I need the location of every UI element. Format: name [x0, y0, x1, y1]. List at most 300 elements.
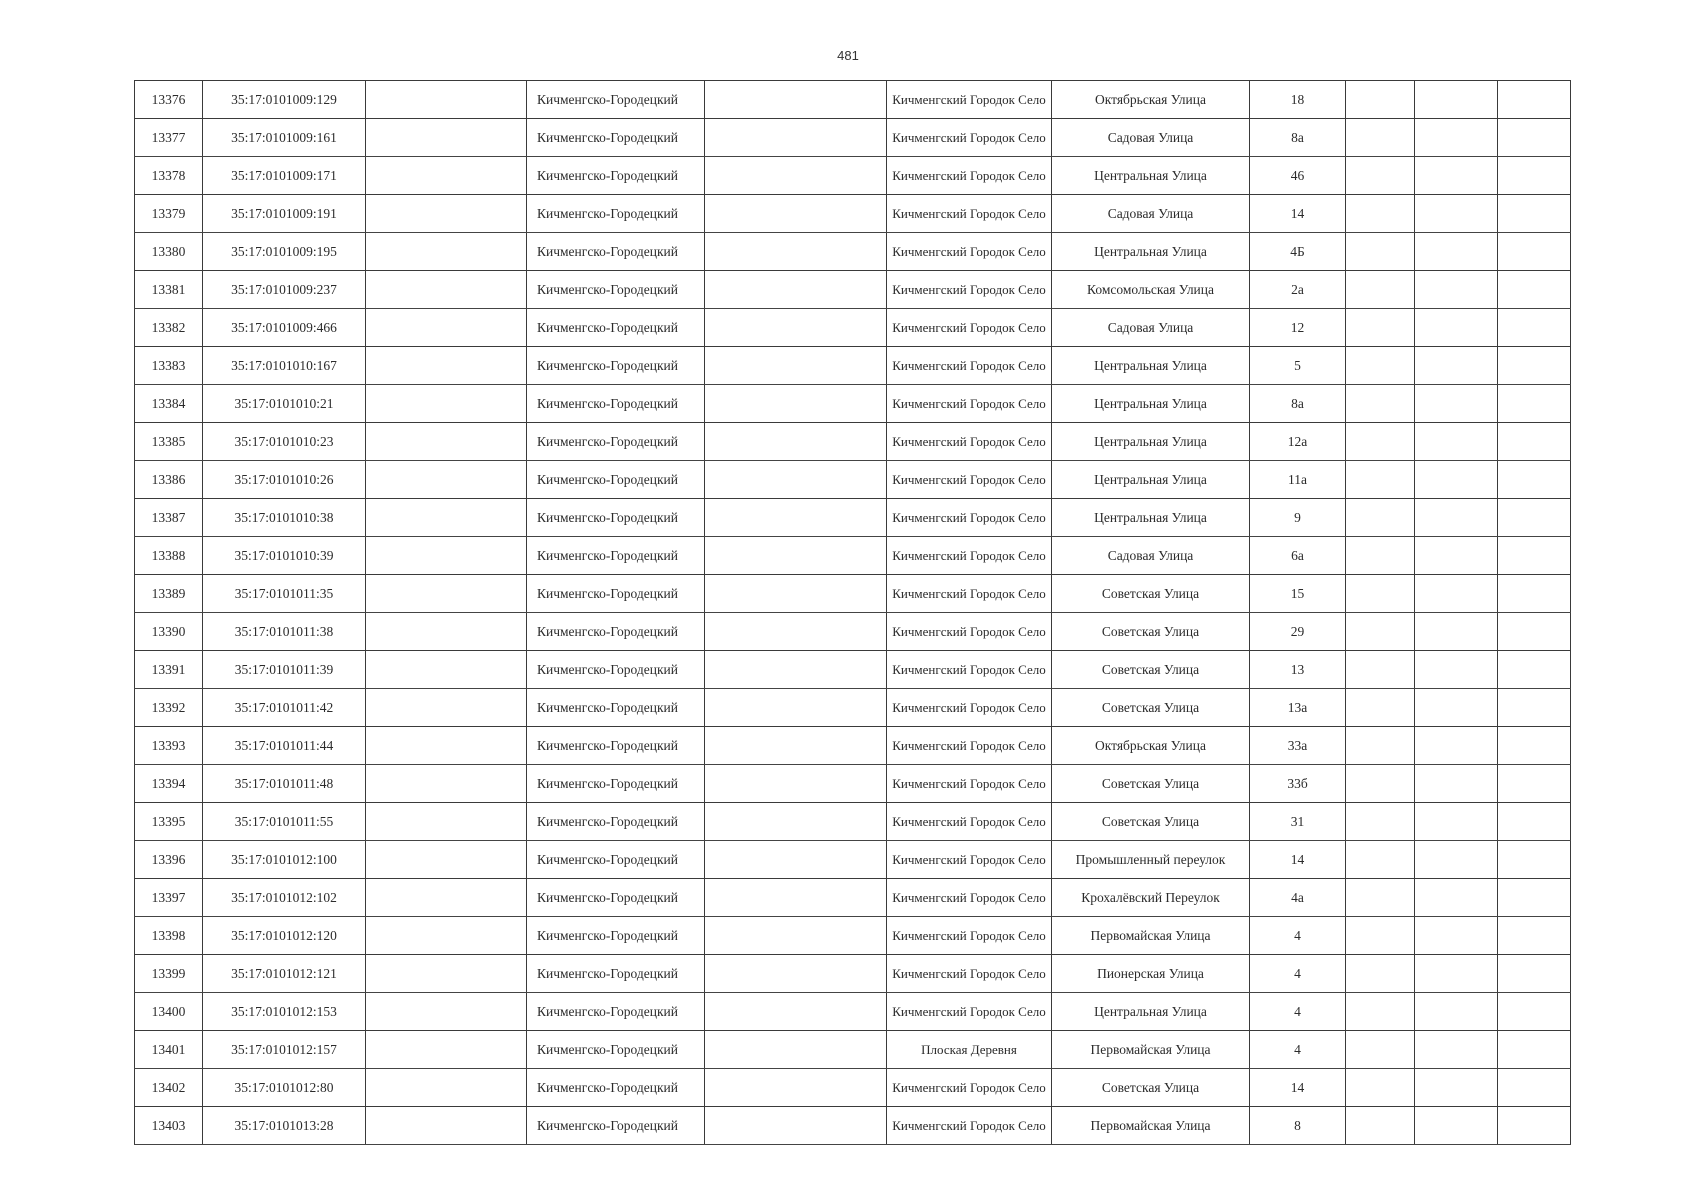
- empty-cell: [1346, 309, 1415, 347]
- row-number-cell: 13376: [135, 81, 203, 119]
- cadastral-number-cell: 35:17:0101011:48: [203, 765, 366, 803]
- empty-cell: [1346, 993, 1415, 1031]
- row-number-cell: 13392: [135, 689, 203, 727]
- empty-cell: [1346, 727, 1415, 765]
- street-cell: Советская Улица: [1052, 689, 1250, 727]
- empty-cell: [1498, 613, 1571, 651]
- empty-cell: [705, 461, 887, 499]
- table-row: [135, 233, 1571, 271]
- empty-cell: [705, 765, 887, 803]
- table-row: [135, 195, 1571, 233]
- house-number-cell: 8а: [1250, 119, 1346, 157]
- empty-cell: [1415, 955, 1498, 993]
- cadastral-number-cell: 35:17:0101009:237: [203, 271, 366, 309]
- cadastral-number-cell: 35:17:0101010:23: [203, 423, 366, 461]
- locality-cell: Кичменгский Городок Село: [887, 233, 1052, 271]
- empty-cell: [1415, 841, 1498, 879]
- table-row: [135, 1031, 1571, 1069]
- table-row: [135, 575, 1571, 613]
- municipality-cell: Кичменгско-Городецкий: [527, 347, 705, 385]
- empty-cell: [366, 613, 527, 651]
- cadastral-number-cell: 35:17:0101009:129: [203, 81, 366, 119]
- row-number-cell: 13394: [135, 765, 203, 803]
- table-row: [135, 271, 1571, 309]
- street-cell: Промышленный переулок: [1052, 841, 1250, 879]
- municipality-cell: Кичменгско-Городецкий: [527, 917, 705, 955]
- house-number-cell: 4: [1250, 1031, 1346, 1069]
- table-row: [135, 499, 1571, 537]
- table-row: [135, 879, 1571, 917]
- empty-cell: [366, 575, 527, 613]
- empty-cell: [366, 765, 527, 803]
- locality-cell: Кичменгский Городок Село: [887, 271, 1052, 309]
- empty-cell: [705, 1107, 887, 1145]
- empty-cell: [1498, 309, 1571, 347]
- empty-cell: [1415, 385, 1498, 423]
- locality-cell: Кичменгский Городок Село: [887, 385, 1052, 423]
- locality-cell: Кичменгский Городок Село: [887, 195, 1052, 233]
- empty-cell: [705, 1031, 887, 1069]
- empty-cell: [366, 955, 527, 993]
- municipality-cell: Кичменгско-Городецкий: [527, 119, 705, 157]
- table-row: [135, 347, 1571, 385]
- empty-cell: [1346, 841, 1415, 879]
- house-number-cell: 4Б: [1250, 233, 1346, 271]
- locality-cell: Кичменгский Городок Село: [887, 955, 1052, 993]
- table-row: [135, 841, 1571, 879]
- street-cell: Первомайская Улица: [1052, 917, 1250, 955]
- cadastral-number-cell: 35:17:0101011:35: [203, 575, 366, 613]
- empty-cell: [1415, 575, 1498, 613]
- empty-cell: [705, 347, 887, 385]
- locality-cell: Кичменгский Городок Село: [887, 157, 1052, 195]
- cadastral-number-cell: 35:17:0101011:38: [203, 613, 366, 651]
- empty-cell: [1498, 879, 1571, 917]
- empty-cell: [705, 157, 887, 195]
- empty-cell: [366, 803, 527, 841]
- row-number-cell: 13398: [135, 917, 203, 955]
- street-cell: Центральная Улица: [1052, 385, 1250, 423]
- cadastral-number-cell: 35:17:0101013:28: [203, 1107, 366, 1145]
- row-number-cell: 13378: [135, 157, 203, 195]
- house-number-cell: 12: [1250, 309, 1346, 347]
- empty-cell: [1498, 119, 1571, 157]
- house-number-cell: 12а: [1250, 423, 1346, 461]
- empty-cell: [1415, 1031, 1498, 1069]
- row-number-cell: 13379: [135, 195, 203, 233]
- table-row: [135, 157, 1571, 195]
- empty-cell: [1415, 879, 1498, 917]
- cadastral-number-cell: 35:17:0101010:39: [203, 537, 366, 575]
- row-number-cell: 13389: [135, 575, 203, 613]
- empty-cell: [1415, 613, 1498, 651]
- street-cell: Центральная Улица: [1052, 157, 1250, 195]
- street-cell: Садовая Улица: [1052, 309, 1250, 347]
- table-row: [135, 461, 1571, 499]
- table-row: [135, 613, 1571, 651]
- empty-cell: [366, 537, 527, 575]
- cadastral-number-cell: 35:17:0101010:167: [203, 347, 366, 385]
- street-cell: Центральная Улица: [1052, 461, 1250, 499]
- row-number-cell: 13390: [135, 613, 203, 651]
- empty-cell: [366, 81, 527, 119]
- cadastral-number-cell: 35:17:0101009:171: [203, 157, 366, 195]
- table-row: [135, 119, 1571, 157]
- empty-cell: [705, 499, 887, 537]
- row-number-cell: 13395: [135, 803, 203, 841]
- row-number-cell: 13385: [135, 423, 203, 461]
- row-number-cell: 13380: [135, 233, 203, 271]
- locality-cell: Кичменгский Городок Село: [887, 1107, 1052, 1145]
- row-number-cell: 13400: [135, 993, 203, 1031]
- empty-cell: [1346, 233, 1415, 271]
- cadastral-number-cell: 35:17:0101009:191: [203, 195, 366, 233]
- empty-cell: [705, 727, 887, 765]
- street-cell: Советская Улица: [1052, 765, 1250, 803]
- house-number-cell: 15: [1250, 575, 1346, 613]
- empty-cell: [1498, 195, 1571, 233]
- locality-cell: Кичменгский Городок Село: [887, 765, 1052, 803]
- table-row: [135, 803, 1571, 841]
- house-number-cell: 46: [1250, 157, 1346, 195]
- locality-cell: Кичменгский Городок Село: [887, 347, 1052, 385]
- municipality-cell: Кичменгско-Городецкий: [527, 689, 705, 727]
- empty-cell: [366, 879, 527, 917]
- cadastral-number-cell: 35:17:0101009:195: [203, 233, 366, 271]
- empty-cell: [1498, 803, 1571, 841]
- empty-cell: [1346, 575, 1415, 613]
- empty-cell: [705, 271, 887, 309]
- empty-cell: [705, 119, 887, 157]
- municipality-cell: Кичменгско-Городецкий: [527, 1069, 705, 1107]
- empty-cell: [1415, 309, 1498, 347]
- municipality-cell: Кичменгско-Городецкий: [527, 233, 705, 271]
- empty-cell: [1346, 1069, 1415, 1107]
- cadastral-number-cell: 35:17:0101010:21: [203, 385, 366, 423]
- row-number-cell: 13382: [135, 309, 203, 347]
- street-cell: Пионерская Улица: [1052, 955, 1250, 993]
- cadastral-number-cell: 35:17:0101010:38: [203, 499, 366, 537]
- locality-cell: Кичменгский Городок Село: [887, 1069, 1052, 1107]
- street-cell: Советская Улица: [1052, 803, 1250, 841]
- empty-cell: [705, 879, 887, 917]
- cadastral-number-cell: 35:17:0101012:80: [203, 1069, 366, 1107]
- empty-cell: [1498, 651, 1571, 689]
- empty-cell: [1498, 689, 1571, 727]
- street-cell: Советская Улица: [1052, 575, 1250, 613]
- empty-cell: [1346, 955, 1415, 993]
- row-number-cell: 13401: [135, 1031, 203, 1069]
- empty-cell: [1346, 423, 1415, 461]
- row-number-cell: 13397: [135, 879, 203, 917]
- street-cell: Первомайская Улица: [1052, 1031, 1250, 1069]
- empty-cell: [1346, 765, 1415, 803]
- empty-cell: [1498, 917, 1571, 955]
- house-number-cell: 33а: [1250, 727, 1346, 765]
- empty-cell: [705, 651, 887, 689]
- empty-cell: [1346, 651, 1415, 689]
- row-number-cell: 13393: [135, 727, 203, 765]
- empty-cell: [366, 157, 527, 195]
- cadastral-number-cell: 35:17:0101011:55: [203, 803, 366, 841]
- empty-cell: [1415, 233, 1498, 271]
- municipality-cell: Кичменгско-Городецкий: [527, 841, 705, 879]
- empty-cell: [366, 1069, 527, 1107]
- row-number-cell: 13381: [135, 271, 203, 309]
- municipality-cell: Кичменгско-Городецкий: [527, 195, 705, 233]
- municipality-cell: Кичменгско-Городецкий: [527, 423, 705, 461]
- empty-cell: [1498, 385, 1571, 423]
- empty-cell: [1498, 271, 1571, 309]
- empty-cell: [1498, 955, 1571, 993]
- municipality-cell: Кичменгско-Городецкий: [527, 727, 705, 765]
- municipality-cell: Кичменгско-Городецкий: [527, 385, 705, 423]
- locality-cell: Кичменгский Городок Село: [887, 81, 1052, 119]
- empty-cell: [366, 233, 527, 271]
- row-number-cell: 13391: [135, 651, 203, 689]
- house-number-cell: 13: [1250, 651, 1346, 689]
- municipality-cell: Кичменгско-Городецкий: [527, 613, 705, 651]
- empty-cell: [1346, 81, 1415, 119]
- street-cell: Центральная Улица: [1052, 347, 1250, 385]
- empty-cell: [366, 423, 527, 461]
- municipality-cell: Кичменгско-Городецкий: [527, 499, 705, 537]
- row-number-cell: 13383: [135, 347, 203, 385]
- empty-cell: [1415, 993, 1498, 1031]
- empty-cell: [1498, 347, 1571, 385]
- empty-cell: [366, 195, 527, 233]
- row-number-cell: 13403: [135, 1107, 203, 1145]
- empty-cell: [366, 271, 527, 309]
- locality-cell: Кичменгский Городок Село: [887, 993, 1052, 1031]
- locality-cell: Кичменгский Городок Село: [887, 613, 1052, 651]
- empty-cell: [366, 1031, 527, 1069]
- row-number-cell: 13388: [135, 537, 203, 575]
- empty-cell: [366, 651, 527, 689]
- street-cell: Октябрьская Улица: [1052, 81, 1250, 119]
- row-number-cell: 13384: [135, 385, 203, 423]
- empty-cell: [705, 613, 887, 651]
- empty-cell: [366, 347, 527, 385]
- street-cell: Комсомольская Улица: [1052, 271, 1250, 309]
- locality-cell: Кичменгский Городок Село: [887, 879, 1052, 917]
- empty-cell: [366, 119, 527, 157]
- empty-cell: [1498, 461, 1571, 499]
- street-cell: Первомайская Улица: [1052, 1107, 1250, 1145]
- municipality-cell: Кичменгско-Городецкий: [527, 1031, 705, 1069]
- table-row: [135, 423, 1571, 461]
- cadastral-number-cell: 35:17:0101012:102: [203, 879, 366, 917]
- table-row: [135, 1069, 1571, 1107]
- empty-cell: [366, 993, 527, 1031]
- table-row: [135, 917, 1571, 955]
- cadastral-number-cell: 35:17:0101012:121: [203, 955, 366, 993]
- row-number-cell: 13399: [135, 955, 203, 993]
- empty-cell: [705, 385, 887, 423]
- locality-cell: Кичменгский Городок Село: [887, 689, 1052, 727]
- row-number-cell: 13387: [135, 499, 203, 537]
- house-number-cell: 4а: [1250, 879, 1346, 917]
- municipality-cell: Кичменгско-Городецкий: [527, 955, 705, 993]
- empty-cell: [1415, 651, 1498, 689]
- empty-cell: [1415, 461, 1498, 499]
- street-cell: Садовая Улица: [1052, 537, 1250, 575]
- locality-cell: Плоская Деревня: [887, 1031, 1052, 1069]
- municipality-cell: Кичменгско-Городецкий: [527, 537, 705, 575]
- empty-cell: [1415, 423, 1498, 461]
- empty-cell: [366, 461, 527, 499]
- street-cell: Садовая Улица: [1052, 195, 1250, 233]
- table-row: [135, 385, 1571, 423]
- empty-cell: [1346, 271, 1415, 309]
- municipality-cell: Кичменгско-Городецкий: [527, 81, 705, 119]
- street-cell: Советская Улица: [1052, 613, 1250, 651]
- empty-cell: [366, 841, 527, 879]
- empty-cell: [1498, 1107, 1571, 1145]
- locality-cell: Кичменгский Городок Село: [887, 461, 1052, 499]
- table-row: [135, 955, 1571, 993]
- cadastral-number-cell: 35:17:0101009:161: [203, 119, 366, 157]
- table-row: [135, 1107, 1571, 1145]
- house-number-cell: 4: [1250, 993, 1346, 1031]
- cadastral-number-cell: 35:17:0101009:466: [203, 309, 366, 347]
- house-number-cell: 29: [1250, 613, 1346, 651]
- street-cell: Садовая Улица: [1052, 119, 1250, 157]
- street-cell: Советская Улица: [1052, 1069, 1250, 1107]
- page-number: 481: [837, 48, 859, 63]
- empty-cell: [1415, 347, 1498, 385]
- registry-table: [134, 80, 1571, 1145]
- empty-cell: [366, 499, 527, 537]
- empty-cell: [705, 309, 887, 347]
- locality-cell: Кичменгский Городок Село: [887, 803, 1052, 841]
- empty-cell: [1498, 81, 1571, 119]
- empty-cell: [366, 689, 527, 727]
- empty-cell: [1498, 575, 1571, 613]
- locality-cell: Кичменгский Городок Село: [887, 499, 1052, 537]
- locality-cell: Кичменгский Городок Село: [887, 841, 1052, 879]
- house-number-cell: 14: [1250, 1069, 1346, 1107]
- locality-cell: Кичменгский Городок Село: [887, 727, 1052, 765]
- house-number-cell: 4: [1250, 955, 1346, 993]
- empty-cell: [366, 385, 527, 423]
- empty-cell: [1415, 1069, 1498, 1107]
- row-number-cell: 13396: [135, 841, 203, 879]
- cadastral-number-cell: 35:17:0101012:157: [203, 1031, 366, 1069]
- empty-cell: [1415, 119, 1498, 157]
- house-number-cell: 9: [1250, 499, 1346, 537]
- locality-cell: Кичменгский Городок Село: [887, 309, 1052, 347]
- house-number-cell: 14: [1250, 841, 1346, 879]
- house-number-cell: 8а: [1250, 385, 1346, 423]
- empty-cell: [1346, 1031, 1415, 1069]
- cadastral-number-cell: 35:17:0101011:42: [203, 689, 366, 727]
- locality-cell: Кичменгский Городок Село: [887, 651, 1052, 689]
- municipality-cell: Кичменгско-Городецкий: [527, 309, 705, 347]
- row-number-cell: 13386: [135, 461, 203, 499]
- table-row: [135, 727, 1571, 765]
- table-row: [135, 993, 1571, 1031]
- street-cell: Центральная Улица: [1052, 993, 1250, 1031]
- empty-cell: [1415, 765, 1498, 803]
- empty-cell: [705, 81, 887, 119]
- house-number-cell: 4: [1250, 917, 1346, 955]
- municipality-cell: Кичменгско-Городецкий: [527, 1107, 705, 1145]
- empty-cell: [1415, 1107, 1498, 1145]
- empty-cell: [705, 955, 887, 993]
- house-number-cell: 2а: [1250, 271, 1346, 309]
- empty-cell: [366, 309, 527, 347]
- empty-cell: [1415, 499, 1498, 537]
- empty-cell: [705, 803, 887, 841]
- empty-cell: [1346, 347, 1415, 385]
- empty-cell: [1346, 917, 1415, 955]
- house-number-cell: 8: [1250, 1107, 1346, 1145]
- registry-body: [135, 81, 1571, 1145]
- empty-cell: [1415, 537, 1498, 575]
- empty-cell: [1346, 879, 1415, 917]
- cadastral-number-cell: 35:17:0101012:100: [203, 841, 366, 879]
- house-number-cell: 11а: [1250, 461, 1346, 499]
- empty-cell: [1415, 727, 1498, 765]
- municipality-cell: Кичменгско-Городецкий: [527, 461, 705, 499]
- municipality-cell: Кичменгско-Городецкий: [527, 157, 705, 195]
- empty-cell: [705, 917, 887, 955]
- street-cell: Советская Улица: [1052, 651, 1250, 689]
- house-number-cell: 18: [1250, 81, 1346, 119]
- street-cell: Центральная Улица: [1052, 499, 1250, 537]
- house-number-cell: 6а: [1250, 537, 1346, 575]
- empty-cell: [1498, 841, 1571, 879]
- cadastral-number-cell: 35:17:0101011:44: [203, 727, 366, 765]
- table-row: [135, 651, 1571, 689]
- empty-cell: [1498, 423, 1571, 461]
- empty-cell: [1415, 81, 1498, 119]
- empty-cell: [1498, 765, 1571, 803]
- row-number-cell: 13377: [135, 119, 203, 157]
- street-cell: Октябрьская Улица: [1052, 727, 1250, 765]
- empty-cell: [1346, 803, 1415, 841]
- empty-cell: [705, 1069, 887, 1107]
- empty-cell: [705, 689, 887, 727]
- municipality-cell: Кичменгско-Городецкий: [527, 575, 705, 613]
- empty-cell: [1346, 499, 1415, 537]
- locality-cell: Кичменгский Городок Село: [887, 423, 1052, 461]
- municipality-cell: Кичменгско-Городецкий: [527, 765, 705, 803]
- street-cell: Центральная Улица: [1052, 233, 1250, 271]
- empty-cell: [1498, 727, 1571, 765]
- municipality-cell: Кичменгско-Городецкий: [527, 993, 705, 1031]
- municipality-cell: Кичменгско-Городецкий: [527, 879, 705, 917]
- empty-cell: [1498, 1069, 1571, 1107]
- empty-cell: [1415, 917, 1498, 955]
- municipality-cell: Кичменгско-Городецкий: [527, 803, 705, 841]
- locality-cell: Кичменгский Городок Село: [887, 917, 1052, 955]
- empty-cell: [1498, 993, 1571, 1031]
- empty-cell: [1415, 689, 1498, 727]
- cadastral-number-cell: 35:17:0101012:153: [203, 993, 366, 1031]
- empty-cell: [1498, 499, 1571, 537]
- empty-cell: [1498, 157, 1571, 195]
- house-number-cell: 5: [1250, 347, 1346, 385]
- house-number-cell: 33б: [1250, 765, 1346, 803]
- cadastral-number-cell: 35:17:0101010:26: [203, 461, 366, 499]
- cadastral-number-cell: 35:17:0101012:120: [203, 917, 366, 955]
- table-row: [135, 309, 1571, 347]
- empty-cell: [705, 993, 887, 1031]
- empty-cell: [705, 537, 887, 575]
- empty-cell: [1346, 385, 1415, 423]
